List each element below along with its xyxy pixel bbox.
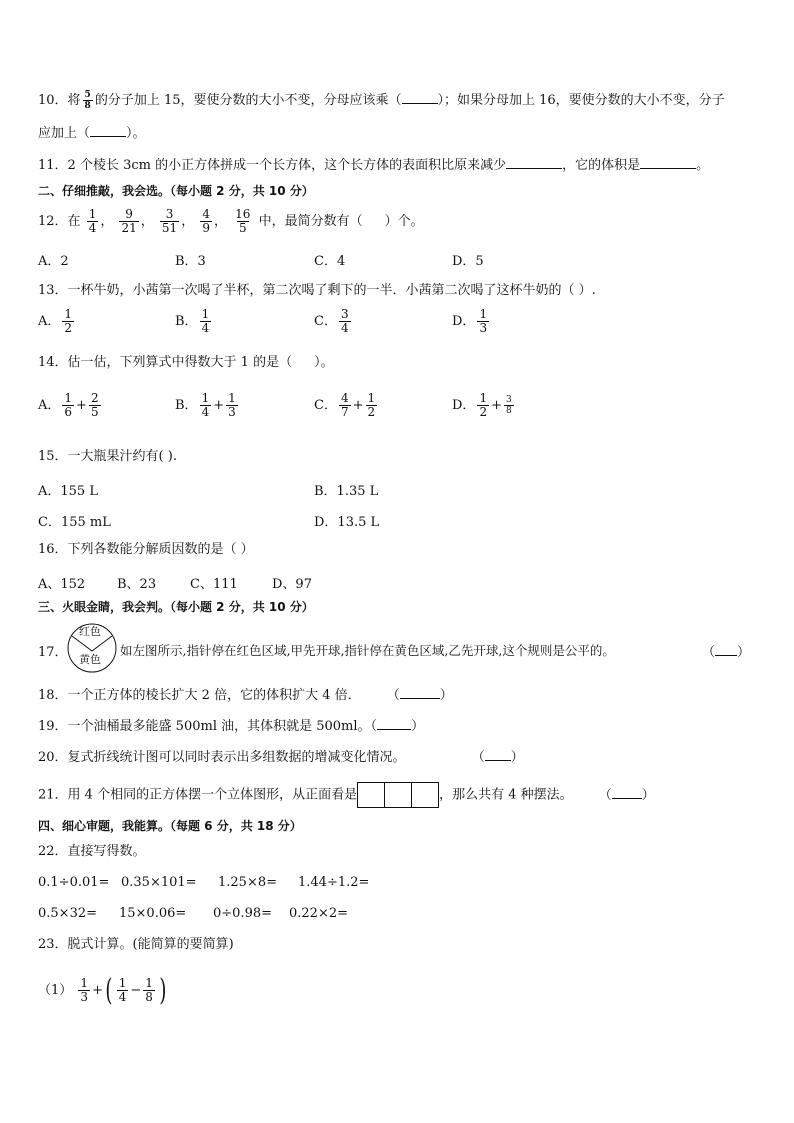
paren-right: ) xyxy=(159,972,167,1008)
section-2-heading: 二、仔细推敲，我会选。（每小题 2 分，共 10 分） xyxy=(38,184,314,198)
q13-option-a-label: A． xyxy=(38,314,61,329)
front-view-figure xyxy=(357,782,439,808)
question-19 xyxy=(38,719,424,735)
paren-left: （ xyxy=(471,750,485,765)
answer-blank xyxy=(400,698,440,699)
q17-number: 17． xyxy=(38,645,68,660)
q13-option-c[interactable] xyxy=(314,308,353,335)
q12-suffix-1: 中，最简分数有（ xyxy=(258,214,363,229)
q14-option-c-label: C． xyxy=(314,398,337,413)
q11-text-3: 。 xyxy=(696,158,710,173)
question-15: 15．一大瓶果汁约有( ). xyxy=(38,449,177,464)
section-3-heading: 三、火眼金睛，我会判。（每小题 2 分，共 10 分） xyxy=(38,600,314,614)
plus-sign: + xyxy=(491,398,502,413)
question-16: 16．下列各数能分解质因数的是（ ） xyxy=(38,542,254,557)
q12-fraction-3: $\frac{3}{51}$ xyxy=(161,207,178,235)
q10-text-4: ）。 xyxy=(126,126,146,141)
q15-option-d[interactable]: D．13.5 L xyxy=(314,515,380,530)
q13-option-c-label: C． xyxy=(314,314,337,329)
q14-a-fraction-1: $\frac{1}{6}$ xyxy=(64,391,73,419)
q10-text-1: 的分子加上 15，要使分数的大小不变，分母应该乘（ xyxy=(94,93,402,108)
q12-comma: ， xyxy=(100,214,114,229)
q12-fraction-1: $\frac{1}{4}$ xyxy=(88,207,97,235)
q17-answer[interactable] xyxy=(702,641,750,660)
q10-number: 10．将 xyxy=(38,93,81,108)
q16-option-c[interactable]: C、111 xyxy=(190,577,238,592)
q15-option-a[interactable]: A．155 L xyxy=(38,484,98,499)
q10-blank-2[interactable] xyxy=(90,136,126,137)
paren-right: ） xyxy=(737,645,751,660)
q21-text-2: ，那么共有 4 种摆法。 xyxy=(439,787,573,803)
paren-right: ） xyxy=(641,787,655,803)
spinner-diagram xyxy=(66,623,118,673)
q14-text-1: 14．估一估，下列算式中得数大于 1 的是（ xyxy=(38,355,293,370)
q14-b-fraction-2: $\frac{1}{3}$ xyxy=(228,391,236,419)
q12-fraction-4: $\frac{4}{9}$ xyxy=(202,207,210,235)
q15-option-b[interactable]: B．1.35 L xyxy=(314,484,379,499)
q12-suffix-2: ）个。 xyxy=(384,214,424,229)
question-18 xyxy=(38,688,453,704)
q17-text: 如左图所示,指针停在红色区域,甲先开球,指针停在黄色区域,乙先开球,这个规则是公平的。 xyxy=(120,643,615,658)
q14-a-fraction-2: $\frac{2}{5}$ xyxy=(90,391,99,419)
plus-sign: + xyxy=(352,398,364,413)
q12-comma: ， xyxy=(214,214,228,229)
q22-item-8: 0.22×2= xyxy=(289,906,349,921)
q13-option-c-fraction: $\frac{3}{4}$ xyxy=(340,307,349,335)
q13-option-b-label: B． xyxy=(175,314,198,329)
q20-text: 20．复式折线统计图可以同时表示出多组数据的增减变化情况。 xyxy=(38,750,406,765)
q15-option-c[interactable]: C．155 mL xyxy=(38,515,111,530)
q14-option-a-label: A． xyxy=(38,398,61,413)
q23-fraction-b: $\frac{1}{4}$ xyxy=(118,976,127,1004)
q12-comma: ， xyxy=(181,214,195,229)
question-10-cont xyxy=(38,126,146,142)
paren-right: ） xyxy=(411,719,425,734)
answer-blank xyxy=(612,798,642,799)
q12-option-a[interactable]: A．2 xyxy=(38,254,69,269)
q12-fraction-2: $\frac{9}{21}$ xyxy=(121,207,137,235)
q13-option-b[interactable] xyxy=(175,308,213,335)
question-14 xyxy=(38,355,334,371)
q16-option-a[interactable]: A、152 xyxy=(38,577,86,592)
paren-right: ） xyxy=(439,688,453,703)
q14-option-a[interactable] xyxy=(38,392,103,419)
q14-d-fraction-1: $\frac{1}{2}$ xyxy=(479,391,488,419)
paren-right: ） xyxy=(510,750,524,765)
fraction-five-eighths: $\frac{5}{8}$ xyxy=(84,90,91,111)
q23-fraction-a: $\frac{1}{3}$ xyxy=(80,976,89,1004)
q13-option-d-label: D． xyxy=(452,314,476,329)
q12-fraction-5: $\frac{16}{5}$ xyxy=(235,207,251,235)
q22-item-1: 0.1÷0.01= xyxy=(38,875,110,890)
q22-item-6: 15×0.06= xyxy=(119,906,187,921)
q12-option-b[interactable]: B．3 xyxy=(175,254,206,269)
q12-option-d[interactable]: D．5 xyxy=(452,254,484,269)
q14-option-c[interactable] xyxy=(314,392,379,419)
q11-text-1: 11．2 个棱长 3cm 的小正方体拼成一个长方体，这个长方体的表面积比原来减少 xyxy=(38,158,507,173)
q11-blank-2[interactable] xyxy=(640,168,696,169)
paren-left: （ xyxy=(370,719,378,734)
q20-answer[interactable] xyxy=(472,750,524,765)
q13-option-a[interactable] xyxy=(38,308,76,335)
question-11 xyxy=(38,158,709,174)
q10-text-2: ）；如果分母加上 16，要使分数的大小不变，分子 xyxy=(437,93,725,108)
question-23: 23．脱式计算。(能简算的要简算) xyxy=(38,937,234,952)
q10-text-3: 应加上（ xyxy=(38,126,91,141)
q22-item-5: 0.5×32= xyxy=(38,906,98,921)
q14-b-fraction-1: $\frac{1}{4}$ xyxy=(201,391,210,419)
q16-option-b[interactable]: B、23 xyxy=(117,577,157,592)
q19-text: 19．一个油桶最多能盛 500ml 油，其体积就是 500ml。 xyxy=(38,719,371,734)
q14-d-fraction-2: $\frac{3}{8}$ xyxy=(505,395,512,416)
q23-expression-1 xyxy=(38,971,169,1011)
question-12 xyxy=(38,202,424,242)
q14-option-b-label: B． xyxy=(175,398,198,413)
q22-item-3: 1.25×8= xyxy=(218,875,278,890)
paren-left: （ xyxy=(702,645,716,660)
question-22: 22．直接写得数。 xyxy=(38,844,146,859)
q11-text-2: ，它的体积是 xyxy=(562,158,641,173)
paren-left: （ xyxy=(598,787,612,803)
q13-option-d-fraction: $\frac{1}{3}$ xyxy=(479,307,488,335)
plus-sign: + xyxy=(92,983,103,998)
q14-option-d-label: D． xyxy=(452,398,476,413)
q13-option-d[interactable] xyxy=(452,308,491,335)
spinner-red-label: 红色 xyxy=(79,625,101,638)
q11-blank-1[interactable] xyxy=(506,168,562,169)
q14-c-fraction-2: $\frac{1}{2}$ xyxy=(367,391,376,419)
q22-item-7: 0÷0.98= xyxy=(213,906,273,921)
question-13: 13．一杯牛奶，小茜第一次喝了半杯，第二次喝了剩下的一半．小茜第二次喝了这杯牛奶的（ ）. xyxy=(38,283,596,298)
q18-text: 18．一个正方体的棱长扩大 2 倍，它的体积扩大 4 倍． xyxy=(38,688,361,703)
q12-prefix: 12．在 xyxy=(38,214,81,229)
q19-answer[interactable] xyxy=(371,719,425,734)
q23-fraction-c: $\frac{1}{8}$ xyxy=(145,976,153,1004)
q12-comma: ， xyxy=(140,214,154,229)
answer-blank xyxy=(485,760,511,761)
q23-sub-label: （1） xyxy=(38,983,73,998)
paren-left: ( xyxy=(105,972,113,1008)
plus-sign: + xyxy=(213,398,225,413)
minus-sign: − xyxy=(130,983,142,998)
q14-option-d[interactable] xyxy=(452,392,516,419)
section-4-heading: 四、细心审题，我能算。（每题 6 分，共 18 分） xyxy=(38,819,302,833)
q14-c-fraction-1: $\frac{4}{7}$ xyxy=(340,391,349,419)
q14-text-2: ）。 xyxy=(314,355,334,370)
q10-blank-1[interactable] xyxy=(402,103,438,104)
q21-text-1: 21．用 4 个相同的正方体摆一个立体图形，从正面看是 xyxy=(38,787,358,803)
spinner-yellow-label: 黄色 xyxy=(79,653,101,666)
q16-option-d[interactable]: D、97 xyxy=(272,577,312,592)
paren-left: （ xyxy=(386,688,400,703)
question-10 xyxy=(38,90,725,111)
q21-answer[interactable] xyxy=(599,788,655,803)
answer-blank xyxy=(377,729,411,730)
q13-option-b-fraction: $\frac{1}{4}$ xyxy=(201,307,210,335)
q14-option-b[interactable] xyxy=(175,392,240,419)
question-20 xyxy=(38,750,524,766)
question-21 xyxy=(38,782,655,809)
q22-item-4: 1.44÷1.2= xyxy=(298,875,370,890)
q12-option-c[interactable]: C．4 xyxy=(314,254,346,269)
q13-option-a-fraction: $\frac{1}{2}$ xyxy=(64,307,73,335)
q22-item-2: 0.35×101= xyxy=(121,875,197,890)
plus-sign: + xyxy=(76,398,87,413)
q18-answer[interactable] xyxy=(387,688,453,703)
answer-blank xyxy=(715,655,737,656)
